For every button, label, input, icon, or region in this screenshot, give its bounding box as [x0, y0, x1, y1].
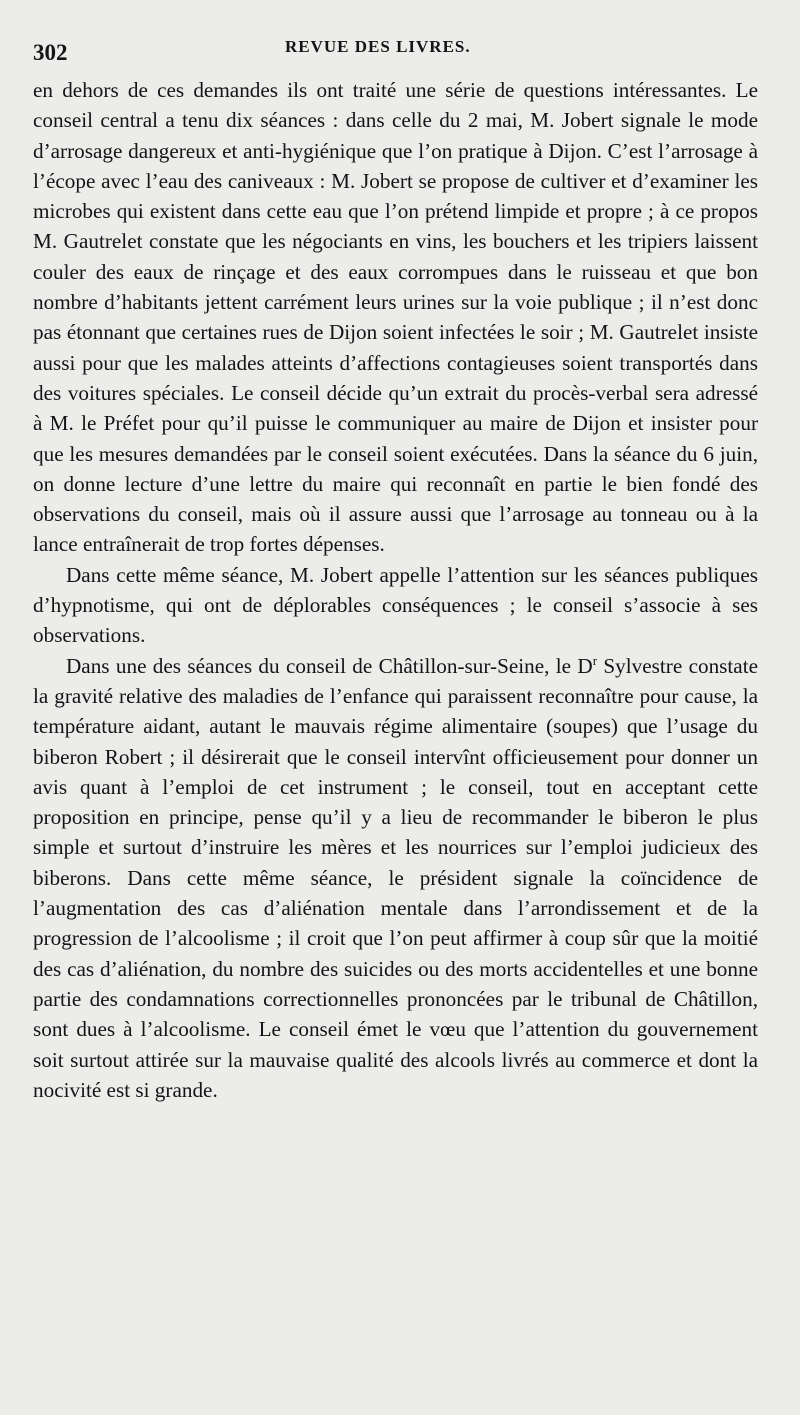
- paragraph-1: en dehors de ces demandes ils ont traité une série de questions intéressantes. Le conseil central a tenu dix séances : dans celle du 2 mai, M. Jobert signale le mode d’arrosage dangereux et anti-hygiénique que l’on pratique à Dijon. C’est l’arrosage à l’écope avec l’eau des caniveaux : M. Jobert se propose de cultiver et d’examiner les microbes qui existent dans cette eau que l’on prétend limpide et propre ; à ce propos M. Gautrelet constate que les négociants en vins, les bouchers et les tripiers laissent couler des eaux de rinçage et des eaux corrompues dans le ruisseau et que bon nombre d’habitants jettent carrément leurs urines sur la voie publique ; il n’est donc pas étonnant que certaines rues de Dijon soient infectées le soir ; M. Gautrelet insiste aussi pour que les malades atteints d’affections contagieuses soient transportés dans des voitures spéciales. Le conseil décide qu’un extrait du procès-verbal sera adressé à M. le Préfet pour qu’il puisse le communiquer au maire de Dijon et insister pour que les mesures demandées par le conseil soient exécutées. Dans la séance du 6 juin, on donne lecture d’une lettre du maire qui reconnaît en partie le bien fondé des observations du conseil, mais où il assure aussi que l’arrosage au tonneau ou à la lance entraînerait de trop fortes dépenses.: [33, 78, 758, 557]
- doctor-abbreviation-superscript: r: [592, 652, 598, 668]
- paragraph-3-start: Dans une des séances du conseil de Châtillon-sur-Seine, le D: [66, 653, 593, 678]
- page-header: [33, 34, 758, 70]
- running-head: REVUE DES LIVRES.: [285, 37, 471, 56]
- paragraph-3: [33, 651, 758, 1105]
- page-number: 302: [33, 40, 68, 65]
- paragraph-3-rest: Sylvestre constate la gravité relative des maladies de l’enfance qui paraissent reconnaître pour cause, la température aidant, autant le mauvais régime alimentaire (soupes) que l’usage du biberon Robert ; il désirerait que le conseil intervînt officieusement pour donner un avis quant à l’emploi de cet instrument ; le conseil, tout en acceptant cette proposition en principe, pense qu’il y a lieu de recommander le biberon le plus simple et surtout d’instruire les mères et les nourrices sur l’emploi judicieux des biberons. Dans cette même séance, le président signale la coïncidence de l’augmentation des cas d’aliénation mentale dans l’arrondissement et de la progression de l’alcoolisme ; il croit que l’on peut affirmer à coup sûr que la moitié des cas d’aliénation, du nombre des suicides ou des morts accidentelles et une bonne partie des condamnations correctionnelles prononcées par le tribunal de Châtillon, sont dues à l’alcoolisme. Le conseil émet le vœu que l’attention du gouvernement soit surtout attirée sur la mauvaise qualité des alcools livrés au commerce et dont la nocivité est si grande.: [33, 653, 758, 1102]
- paragraph-2: Dans cette même séance, M. Jobert appelle l’attention sur les séances publiques d’hypnotisme, qui ont de déplorables conséquences ; le conseil s’associe à ses observations.: [33, 562, 758, 648]
- body-text: [33, 75, 758, 1105]
